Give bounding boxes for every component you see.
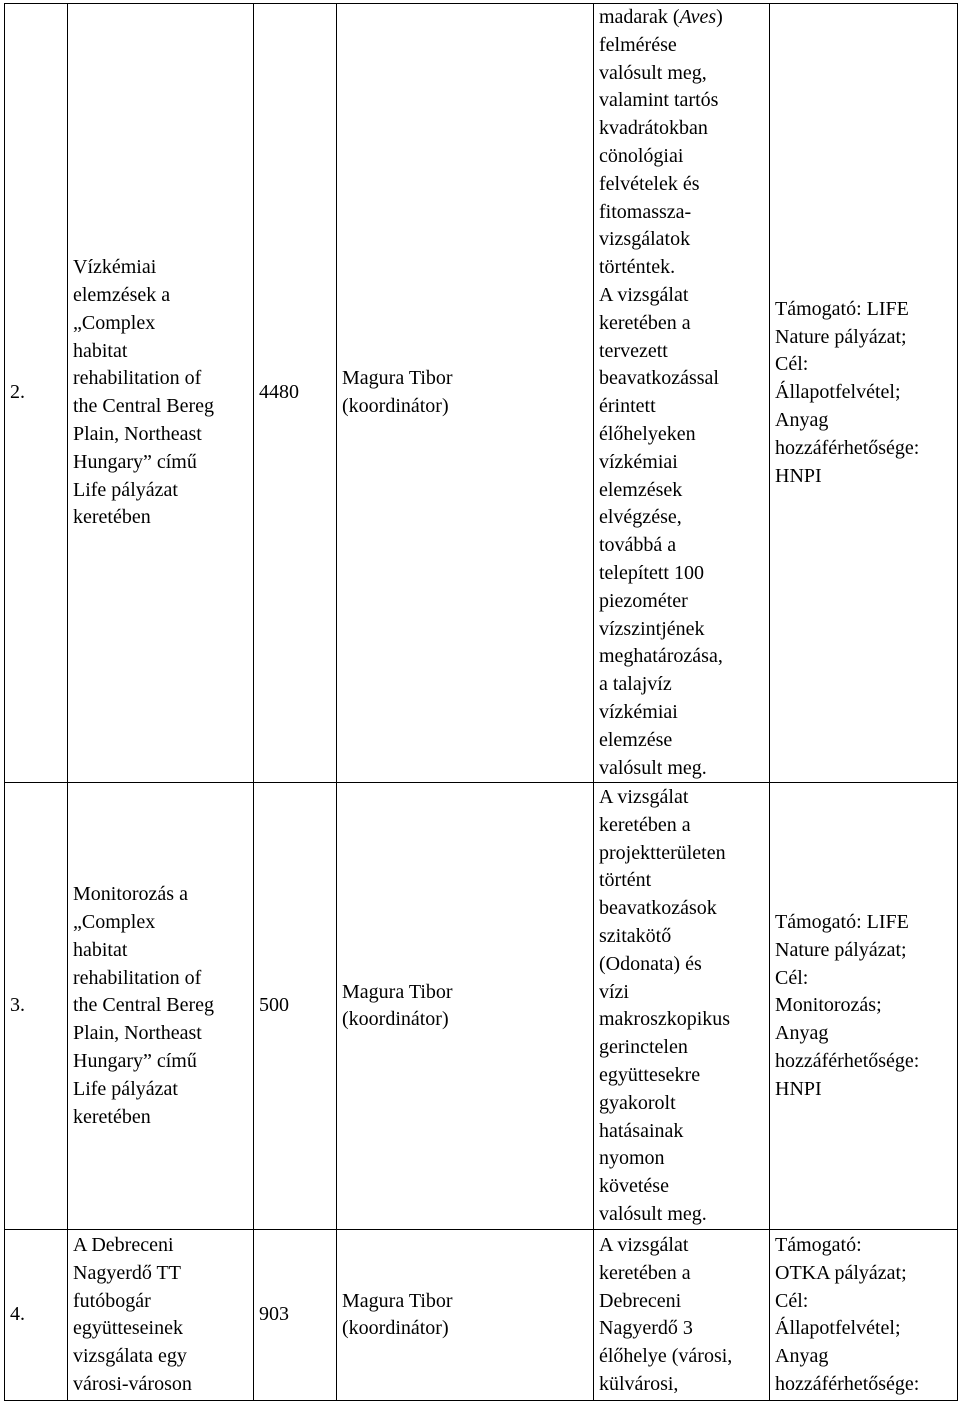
project-title: Vízkémiai elemzések a „Complex habitat rehabilitation of the Central Bereg Plain, Northeast Hungary” című Life pályázat keretében (68, 4, 254, 783)
funding-source: Támogató: OTKA pályázat; Cél: Állapotfelvétel; Anyag hozzáférhetősége: (770, 1230, 958, 1401)
row-number: 2. (5, 4, 68, 783)
project-description: A vizsgálat keretében a projektterületen történt beavatkozások szitakötő (Odonata) és vízi makroszkopikus gerinctelen együttesekre gyakorolt hatásainak nyomon követése valósult meg. (594, 783, 770, 1230)
person-name: Magura Tibor (koordinátor) (337, 1230, 594, 1401)
hours-value: 4480 (254, 4, 337, 783)
projects-table (4, 3, 958, 1401)
project-title: Monitorozás a „Complex habitat rehabilitation of the Central Bereg Plain, Northeast Hungary” című Life pályázat keretében (68, 783, 254, 1230)
person-name: Magura Tibor (koordinátor) (337, 4, 594, 783)
description-text: A vizsgálat keretében a tervezett beavatkozással érintett élőhelyeken vízkémiai elemzések elvégzése, továbbá a telepített 100 piezométer vízszintjének meghatározása, a talajvíz vízkémiai elemzése valósult meg. (599, 283, 723, 779)
species-name: Aves (679, 6, 717, 28)
hours-value: 903 (254, 1230, 337, 1401)
table-row-4 (5, 1230, 958, 1401)
funding-source: Támogató: LIFE Nature pályázat; Cél: Állapotfelvétel; Anyag hozzáférhetősége: HNPI (770, 4, 958, 783)
project-description (594, 4, 770, 783)
project-description: A vizsgálat keretében a Debreceni Nagyerdő 3 élőhelye (városi, külvárosi, (594, 1230, 770, 1401)
project-title: A Debreceni Nagyerdő TT futóbogár együtteseinek vizsgálata egy városi-városon (68, 1230, 254, 1401)
funding-source: Támogató: LIFE Nature pályázat; Cél: Monitorozás; Anyag hozzáférhetősége: HNPI (770, 783, 958, 1230)
table-row-3 (5, 783, 958, 1230)
table-row-2 (5, 4, 958, 783)
person-name: Magura Tibor (koordinátor) (337, 783, 594, 1230)
row-number: 4. (5, 1230, 68, 1401)
hours-value: 500 (254, 783, 337, 1230)
description-prev-text: madarak (Aves) felmérése valósult meg, valamint tartós kvadrátokban cönológiai felvételek és fitomassza- vizsgálatok történtek. (599, 6, 723, 279)
row-number: 3. (5, 783, 68, 1230)
